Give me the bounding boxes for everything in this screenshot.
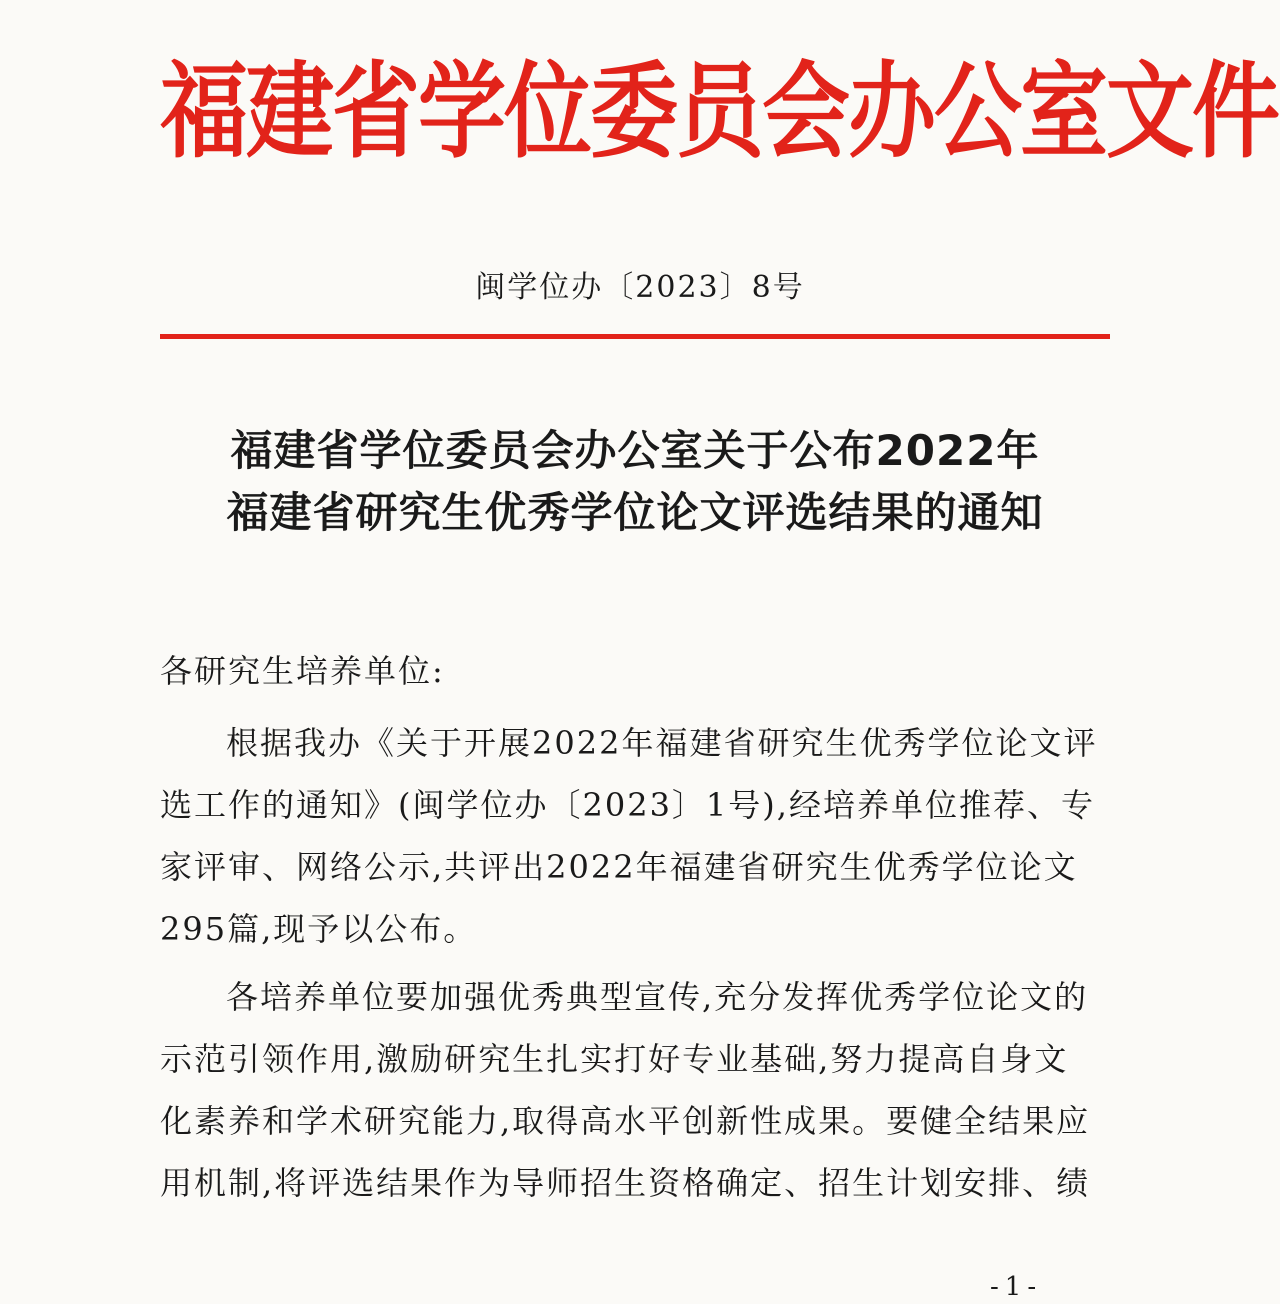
paragraph-line: 用机制,将评选结果作为导师招生资格确定、招生计划安排、绩 <box>160 1164 1091 1202</box>
paragraph-line: 各培养单位要加强优秀典型宣传,充分发挥优秀学位论文的 <box>226 978 1089 1016</box>
body-paragraph-2 <box>160 966 1110 1214</box>
document-title-line-2: 福建省研究生优秀学位论文评选结果的通知 <box>226 488 1044 537</box>
red-divider-line <box>160 334 1110 339</box>
paragraph-line: 化素养和学术研究能力,取得高水平创新性成果。要健全结果应 <box>160 1102 1091 1140</box>
document-number: 闽学位办〔2023〕8号 <box>475 270 805 305</box>
document-title-line-1: 福建省学位委员会办公室关于公布2022年 <box>230 426 1040 475</box>
paragraph-line: 家评审、网络公示,共评出2022年福建省研究生优秀学位论文 <box>160 848 1078 886</box>
paragraph-line: 295篇,现予以公布。 <box>160 910 478 948</box>
page-number: -1- <box>990 1272 1043 1302</box>
masthead-title: 福建省学位委员会办公室文件 <box>160 50 1279 173</box>
salutation: 各研究生培养单位: <box>160 652 445 690</box>
paragraph-line: 选工作的通知》(闽学位办〔2023〕1号),经培养单位推荐、专 <box>160 786 1095 824</box>
document-title <box>160 420 1110 544</box>
paragraph-line: 示范引领作用,激励研究生扎实打好专业基础,努力提高自身文 <box>160 1040 1069 1078</box>
body-paragraph-1 <box>160 712 1110 960</box>
paragraph-line: 根据我办《关于开展2022年福建省研究生优秀学位论文评 <box>226 724 1098 762</box>
